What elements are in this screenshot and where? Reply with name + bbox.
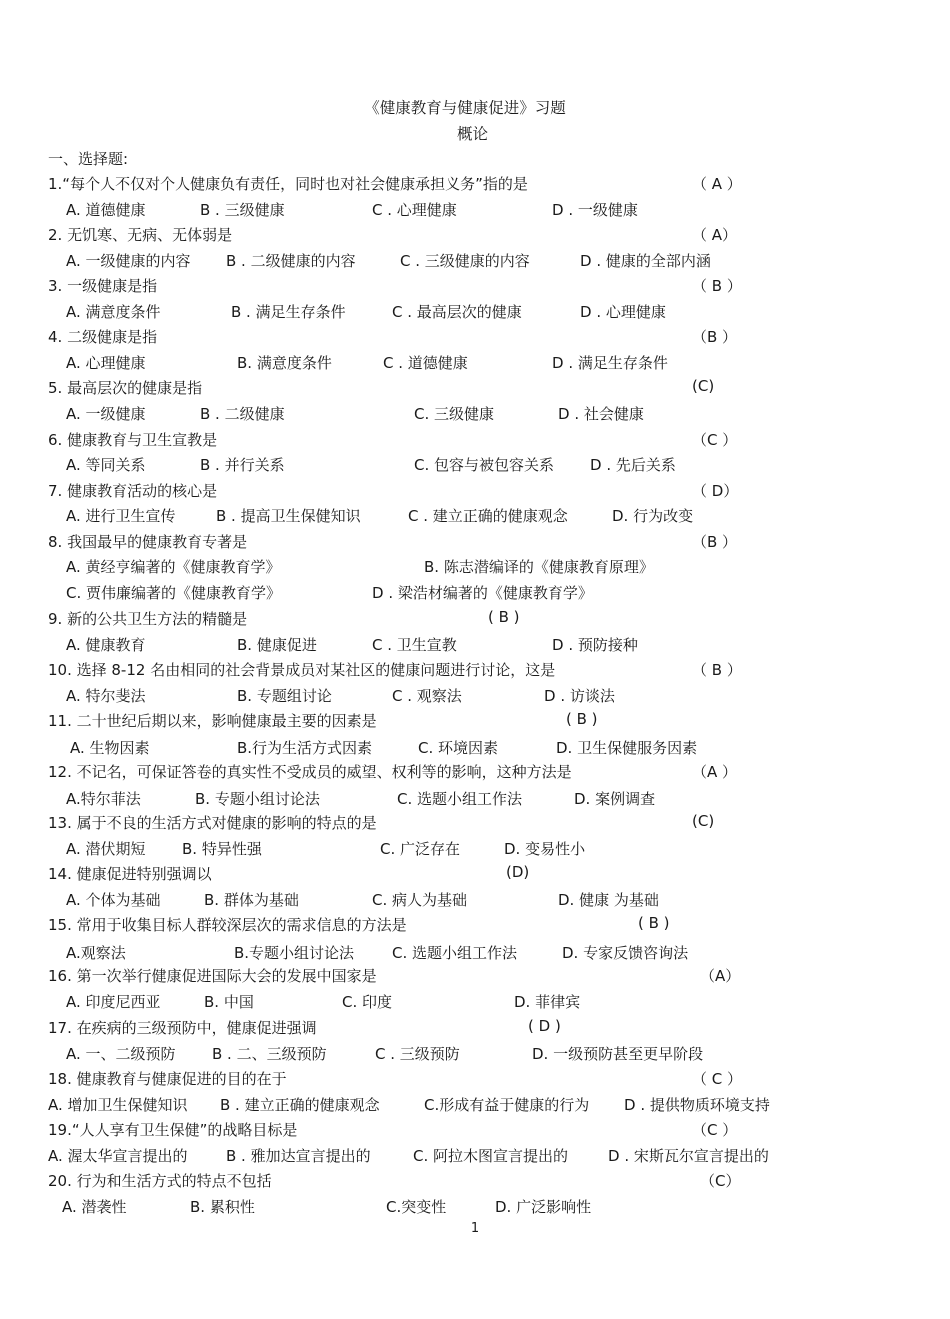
question-text: 11. 二十世纪后期以来，影响健康最主要的因素是 <box>48 712 377 730</box>
document-title: 《健康教育与健康促进》习题 <box>364 99 566 117</box>
question-text: 1.“每个人不仅对个人健康负有责任，同时也对社会健康承担义务”指的是 <box>48 175 528 193</box>
question-text: 15. 常用于收集目标人群较深层次的需求信息的方法是 <box>48 916 407 934</box>
options-row <box>0 685 950 707</box>
option-item: D. 专家反馈咨询法 <box>562 944 689 962</box>
option-item: D. 菲律宾 <box>514 993 581 1011</box>
option-item: C . 建立正确的健康观念 <box>408 507 568 525</box>
question-text: 20. 行为和生活方式的特点不包括 <box>48 1172 272 1190</box>
question-text: 5. 最高层次的健康是指 <box>48 379 203 397</box>
question-text: 6. 健康教育与卫生宣教是 <box>48 431 218 449</box>
options-row <box>0 505 950 527</box>
option-item: A. 进行卫生宣传 <box>66 507 176 525</box>
option-item: C . 三级健康的内容 <box>400 252 530 270</box>
options-row <box>0 737 950 759</box>
option-item: C. 印度 <box>342 993 393 1011</box>
option-item: C. 三级健康 <box>414 405 495 423</box>
option-item: C. 病人为基础 <box>372 891 468 909</box>
option-item: B . 满足生存条件 <box>231 303 346 321</box>
options-row <box>0 1196 950 1218</box>
options-row <box>0 1043 950 1065</box>
option-item: A. 渥太华宣言提出的 <box>48 1147 188 1165</box>
options-row <box>0 582 950 604</box>
question-text: 10. 选择 8-12 名由相同的社会背景成员对某社区的健康问题进行讨论，这是 <box>48 661 556 679</box>
question-answer: （ A） <box>692 226 738 244</box>
question-text: 18. 健康教育与健康促进的目的在于 <box>48 1070 287 1088</box>
option-item: C. 阿拉木图宣言提出的 <box>413 1147 569 1165</box>
option-item: A. 个体为基础 <box>66 891 161 909</box>
option-item: A. 潜伏期短 <box>66 840 146 858</box>
question-answer: （ B ） <box>692 661 742 679</box>
question-answer: （ B ） <box>692 277 742 295</box>
question-answer: （C ） <box>692 1121 738 1139</box>
option-item: A. 印度尼西亚 <box>66 993 161 1011</box>
option-item: C. 贾伟廉编著的《健康教育学》 <box>66 584 282 602</box>
question-text: 12. 不记名，可保证答卷的真实性不受成员的威望、权利等的影响，这种方法是 <box>48 763 572 781</box>
option-item: D. 健康 为基础 <box>558 891 659 909</box>
options-row <box>0 991 950 1013</box>
option-item: D . 健康的全部内涵 <box>580 252 711 270</box>
question-answer: ( B ) <box>638 914 670 932</box>
option-item: A. 特尔斐法 <box>66 687 146 705</box>
option-item: A. 满意度条件 <box>66 303 161 321</box>
option-item: D . 先后关系 <box>590 456 676 474</box>
question-text: 2. 无饥寒、无病、无体弱是 <box>48 226 233 244</box>
question-text: 17. 在疾病的三级预防中，健康促进强调 <box>48 1019 317 1037</box>
option-item: B . 三级健康 <box>200 201 285 219</box>
option-item: A.观察法 <box>66 944 126 962</box>
option-item: C.突变性 <box>386 1198 447 1216</box>
options-row <box>0 454 950 476</box>
question-text: 19.“人人享有卫生保健”的战略目标是 <box>48 1121 298 1139</box>
option-item: D . 满足生存条件 <box>552 354 668 372</box>
option-item: C . 卫生宣教 <box>372 636 457 654</box>
question-answer: ( D ) <box>528 1017 561 1035</box>
option-item: B. 专题小组讨论法 <box>195 790 320 808</box>
option-item: B . 二级健康 <box>200 405 285 423</box>
question-text: 8. 我国最早的健康教育专著是 <box>48 533 248 551</box>
options-row <box>0 889 950 911</box>
question-answer: ( B ) <box>488 608 520 626</box>
question-answer: ( B ) <box>566 710 598 728</box>
option-item: B. 专题组讨论 <box>237 687 332 705</box>
option-item: D . 预防接种 <box>552 636 638 654</box>
options-row <box>0 942 950 964</box>
document-subtitle: 概论 <box>456 125 488 143</box>
option-item: D. 变易性小 <box>504 840 586 858</box>
option-item: D. 一级预防甚至更早阶段 <box>532 1045 704 1063</box>
option-item: A. 等同关系 <box>66 456 146 474</box>
option-item: C. 选题小组工作法 <box>392 944 518 962</box>
option-item: C. 包容与被包容关系 <box>414 456 555 474</box>
option-item: B. 群体为基础 <box>204 891 299 909</box>
question-text: 14. 健康促进特别强调以 <box>48 865 212 883</box>
option-item: C . 最高层次的健康 <box>392 303 522 321</box>
question-answer: (C) <box>692 812 715 830</box>
option-item: D . 社会健康 <box>558 405 644 423</box>
page-number: 1 <box>470 1221 480 1236</box>
option-item: D. 行为改变 <box>612 507 694 525</box>
question-answer: （A） <box>700 967 741 985</box>
options-row <box>0 788 950 810</box>
options-row <box>0 634 950 656</box>
option-item: B . 提高卫生保健知识 <box>216 507 361 525</box>
option-item: D . 梁浩材编著的《健康教育学》 <box>372 584 593 602</box>
options-row <box>0 403 950 425</box>
question-text: 4. 二级健康是指 <box>48 328 158 346</box>
option-item: A. 一、二级预防 <box>66 1045 176 1063</box>
option-item: B.专题小组讨论法 <box>234 944 355 962</box>
option-item: A. 一级健康 <box>66 405 146 423</box>
option-item: B . 并行关系 <box>200 456 285 474</box>
option-item: A. 一级健康的内容 <box>66 252 191 270</box>
option-item: D. 案例调查 <box>574 790 656 808</box>
option-item: D . 宋斯瓦尔宣言提出的 <box>608 1147 769 1165</box>
question-answer: （C ） <box>692 431 738 449</box>
option-item: A. 道德健康 <box>66 201 146 219</box>
question-answer: （ D） <box>692 482 739 500</box>
option-item: B . 二、三级预防 <box>212 1045 327 1063</box>
option-item: D . 访谈法 <box>544 687 615 705</box>
option-item: C . 道德健康 <box>383 354 468 372</box>
option-item: B. 中国 <box>204 993 254 1011</box>
option-item: B . 二级健康的内容 <box>226 252 356 270</box>
option-item: D . 一级健康 <box>552 201 638 219</box>
option-item: B. 满意度条件 <box>237 354 332 372</box>
question-answer: （C） <box>700 1172 741 1190</box>
question-answer: （A ） <box>692 763 738 781</box>
option-item: C . 心理健康 <box>372 201 457 219</box>
question-answer: （B ） <box>692 328 738 346</box>
option-item: B . 建立正确的健康观念 <box>220 1096 380 1114</box>
option-item: B . 雅加达宣言提出的 <box>226 1147 371 1165</box>
option-item: B. 健康促进 <box>237 636 317 654</box>
option-item: A. 心理健康 <box>66 354 146 372</box>
option-item: B. 累积性 <box>190 1198 255 1216</box>
section-heading: 一、选择题: <box>48 150 129 168</box>
options-row <box>0 1094 950 1116</box>
option-item: D . 提供物质环境支持 <box>624 1096 770 1114</box>
options-row <box>0 199 950 221</box>
options-row <box>0 1145 950 1167</box>
question-text: 7. 健康教育活动的核心是 <box>48 482 218 500</box>
options-row <box>0 838 950 860</box>
option-item: C. 选题小组工作法 <box>397 790 523 808</box>
options-row <box>0 556 950 578</box>
option-item: C. 广泛存在 <box>380 840 461 858</box>
question-answer: （B ） <box>692 533 738 551</box>
option-item: B. 陈志潜编译的《健康教育原理》 <box>424 558 654 576</box>
option-item: C . 观察法 <box>392 687 462 705</box>
option-item: A. 潜袭性 <box>62 1198 127 1216</box>
option-item: A. 健康教育 <box>66 636 146 654</box>
question-text: 13. 属于不良的生活方式对健康的影响的特点的是 <box>48 814 377 832</box>
options-row <box>0 250 950 272</box>
option-item: A. 增加卫生保健知识 <box>48 1096 188 1114</box>
option-item: D. 广泛影响性 <box>495 1198 592 1216</box>
option-item: C.形成有益于健康的行为 <box>424 1096 590 1114</box>
question-answer: (D) <box>506 863 530 881</box>
question-text: 3. 一级健康是指 <box>48 277 158 295</box>
option-item: B.行为生活方式因素 <box>237 739 373 757</box>
question-answer: (C) <box>692 377 715 395</box>
option-item: A. 生物因素 <box>70 739 150 757</box>
option-item: A.特尔菲法 <box>66 790 141 808</box>
option-item: C . 三级预防 <box>375 1045 460 1063</box>
option-item: D . 心理健康 <box>580 303 666 321</box>
question-text: 9. 新的公共卫生方法的精髓是 <box>48 610 248 628</box>
option-item: C. 环境因素 <box>418 739 499 757</box>
options-row <box>0 301 950 323</box>
option-item: B. 特异性强 <box>182 840 262 858</box>
question-answer: （ A ） <box>692 175 742 193</box>
options-row <box>0 352 950 374</box>
question-text: 16. 第一次举行健康促进国际大会的发展中国家是 <box>48 967 377 985</box>
option-item: A. 黄经亨编著的《健康教育学》 <box>66 558 281 576</box>
option-item: D. 卫生保健服务因素 <box>556 739 698 757</box>
question-answer: （ C ） <box>692 1070 743 1088</box>
